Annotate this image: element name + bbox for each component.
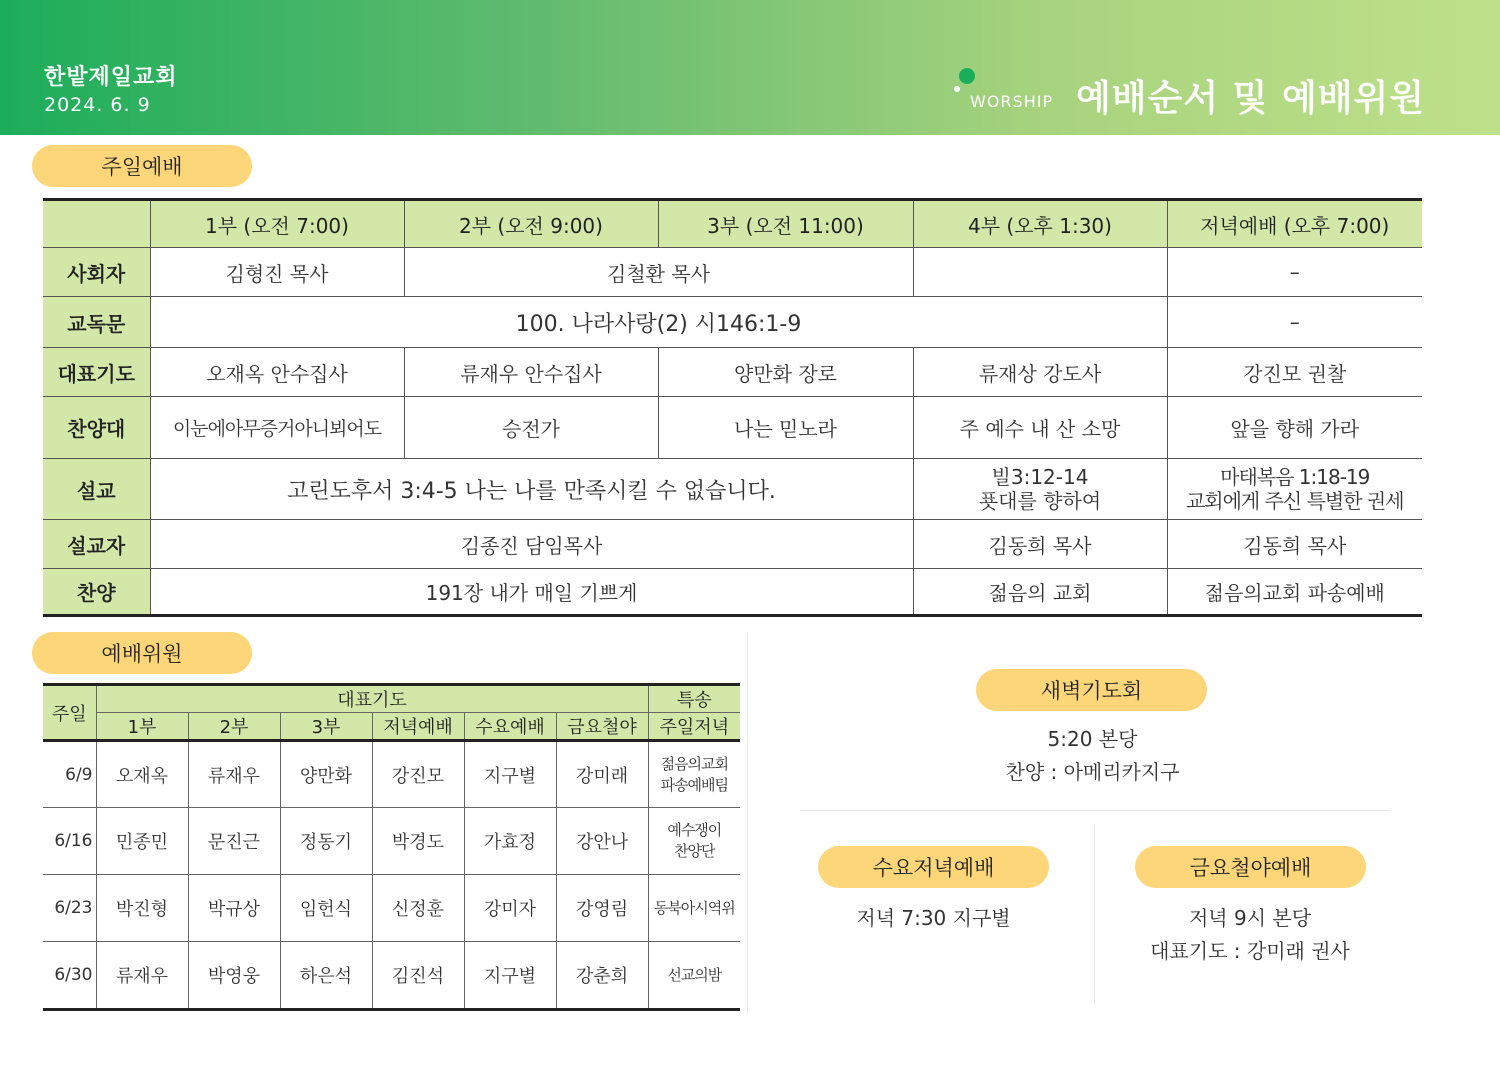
cell: 지구별 (464, 741, 556, 808)
row-label: 찬양대 (43, 397, 150, 459)
table-row-choir (43, 397, 1422, 459)
sub-head: 주일저녁 (648, 713, 740, 741)
row-label: 찬양 (43, 569, 150, 616)
special-cell (648, 875, 740, 942)
cell: 주 예수 내 산 소망 (913, 397, 1167, 459)
cell: 박영웅 (188, 942, 280, 1010)
sub-head: 3부 (280, 713, 372, 741)
worship-tag: WORSHIP (970, 92, 1054, 111)
cell: 류재상 강도사 (913, 348, 1167, 397)
friday-prayer: 대표기도 : 강미래 권사 (1150, 939, 1350, 963)
cell: 류재우 (188, 741, 280, 808)
friday-label: 금요철야예배 (1135, 846, 1366, 888)
cell: 젊음의 교회 (913, 569, 1167, 616)
special-line: 동북아시역위 (653, 898, 735, 917)
table-row-preacher (43, 520, 1422, 569)
row-label: 대표기도 (43, 348, 150, 397)
sunday-worship-table (43, 198, 1422, 617)
cell: 강미래 (556, 741, 648, 808)
special-line: 찬양단 (674, 842, 715, 860)
head-special: 특송 (648, 685, 740, 713)
special-cell (648, 808, 740, 875)
cell: 고린도후서 3:4-5 나는 나를 만족시킬 수 없습니다. (150, 459, 913, 520)
table-row-leader (43, 248, 1422, 297)
committee-subheader-row (43, 713, 740, 741)
row-label: 교독문 (43, 297, 150, 348)
cell: 박진형 (96, 875, 188, 942)
cell: 지구별 (464, 942, 556, 1010)
row-label: 설교 (43, 459, 150, 520)
divider (747, 632, 748, 1012)
row-label: 사회자 (43, 248, 150, 297)
cell: 강영림 (556, 875, 648, 942)
table-row (43, 942, 740, 1010)
cell: 신정훈 (372, 875, 464, 942)
cell: 191장 내가 매일 기쁘게 (150, 569, 913, 616)
cell: 류재우 (96, 942, 188, 1010)
committee-header-row (43, 685, 740, 713)
cell: 오재옥 (96, 741, 188, 808)
col-service-1: 1부 (오전 7:00) (150, 200, 404, 248)
sub-head: 수요예배 (464, 713, 556, 741)
cell (913, 459, 1167, 520)
friday-time: 저녁 9시 본당 (1188, 906, 1312, 930)
special-cell (648, 942, 740, 1010)
cell: 민종민 (96, 808, 188, 875)
col-evening: 저녁예배 (오후 7:00) (1167, 200, 1422, 248)
table-row (43, 808, 740, 875)
cell: 김동희 목사 (1167, 520, 1422, 569)
cell: 김철환 목사 (404, 248, 913, 297)
cell: 하은석 (280, 942, 372, 1010)
cell: 오재옥 안수집사 (150, 348, 404, 397)
divider (1094, 825, 1095, 1005)
cell: 강춘희 (556, 942, 648, 1010)
date-cell: 6/23 (43, 875, 96, 942)
page-title: 예배순서 및 예배위원 (1076, 78, 1426, 119)
corner-cell (43, 200, 150, 248)
committee-table (43, 683, 740, 1011)
cell: 강진모 권찰 (1167, 348, 1422, 397)
cell: 문진근 (188, 808, 280, 875)
col-service-3: 3부 (오전 11:00) (658, 200, 913, 248)
special-line: 파송예배팀 (660, 775, 729, 794)
cell: 김종진 담임목사 (150, 520, 913, 569)
cell: 임헌식 (280, 875, 372, 942)
cell: 강미자 (464, 875, 556, 942)
friday-info (1110, 902, 1390, 968)
divider (800, 810, 1390, 811)
cell: 양만화 장로 (658, 348, 913, 397)
cell: 강진모 (372, 741, 464, 808)
date-cell: 6/9 (43, 741, 96, 808)
special-line: 선교의밤 (667, 965, 722, 984)
sub-head: 저녁예배 (372, 713, 464, 741)
cell: 정동기 (280, 808, 372, 875)
cell: – (1167, 297, 1422, 348)
wednesday-label: 수요저녁예배 (818, 846, 1049, 888)
wednesday-time: 저녁 7:30 지구별 (856, 906, 1011, 930)
cell: 김형진 목사 (150, 248, 404, 297)
white-dot-icon (954, 86, 960, 92)
sub-head: 1부 (96, 713, 188, 741)
sermon-text: 빌3:12-14 (991, 465, 1089, 489)
table-row (43, 741, 740, 808)
cell: 김진석 (372, 942, 464, 1010)
table-row-sermon (43, 459, 1422, 520)
table-header-row (43, 200, 1422, 248)
row-label: 설교자 (43, 520, 150, 569)
cell: 100. 나라사랑(2) 시146:1-9 (150, 297, 1167, 348)
table-row-prayer (43, 348, 1422, 397)
bulletin-date: 2024. 6. 9 (44, 94, 151, 116)
cell: – (1167, 248, 1422, 297)
date-cell: 6/16 (43, 808, 96, 875)
cell: 앞을 향해 가라 (1167, 397, 1422, 459)
cell: 승전가 (404, 397, 658, 459)
sub-head: 2부 (188, 713, 280, 741)
special-line: 젊음의교회 (660, 754, 729, 773)
cell: 박규상 (188, 875, 280, 942)
church-name: 한밭제일교회 (44, 65, 178, 90)
sunday-worship-label: 주일예배 (32, 145, 252, 187)
cell: 나는 믿노라 (658, 397, 913, 459)
date-cell: 6/30 (43, 942, 96, 1010)
col-service-4: 4부 (오후 1:30) (913, 200, 1167, 248)
special-line: 예수쟁이 (667, 821, 722, 839)
committee-label: 예배위원 (32, 632, 252, 674)
wednesday-info (800, 902, 1067, 935)
head-prayer: 대표기도 (96, 685, 648, 713)
cell (913, 248, 1167, 297)
header-banner (0, 0, 1500, 135)
cell: 김동희 목사 (913, 520, 1167, 569)
cell: 이눈에아무증거아니뵈어도 (150, 397, 404, 459)
head-sunday: 주일 (43, 685, 96, 741)
dawn-prayer-info (970, 723, 1215, 789)
dawn-time: 5:20 본당 (1047, 727, 1138, 751)
col-service-2: 2부 (오전 9:00) (404, 200, 658, 248)
sermon-title: 교회에게 주신 특별한 권세 (1185, 489, 1404, 513)
cell: 강안나 (556, 808, 648, 875)
table-row-hymn (43, 569, 1422, 616)
sermon-title: 푯대를 향하여 (978, 489, 1102, 513)
dawn-hymn: 찬양 : 아메리카지구 (1005, 760, 1180, 784)
cell: 가효정 (464, 808, 556, 875)
dawn-prayer-label: 새벽기도회 (976, 669, 1207, 711)
cell: 류재우 안수집사 (404, 348, 658, 397)
table-row-reading (43, 297, 1422, 348)
sermon-text: 마태복음 1:18-19 (1220, 465, 1370, 489)
sub-head: 금요철야 (556, 713, 648, 741)
cell (1167, 459, 1422, 520)
green-dot-icon (959, 68, 975, 84)
table-row (43, 875, 740, 942)
cell: 젊음의교회 파송예배 (1167, 569, 1422, 616)
special-cell (648, 741, 740, 808)
cell: 박경도 (372, 808, 464, 875)
cell: 양만화 (280, 741, 372, 808)
